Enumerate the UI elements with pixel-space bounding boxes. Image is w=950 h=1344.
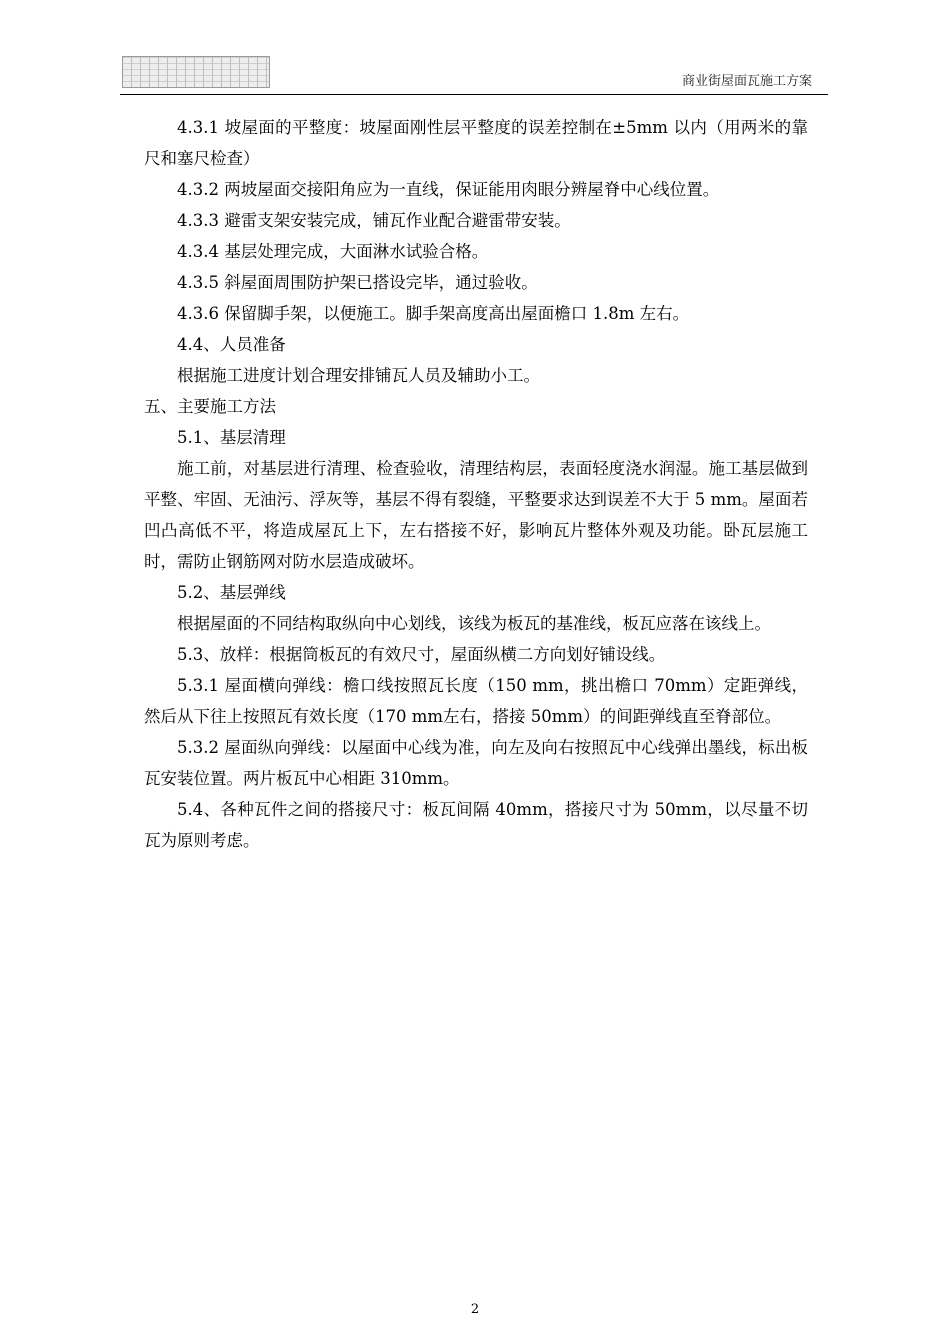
header-divider [120,94,828,95]
paragraph-5-3: 5.3、放样：根据筒板瓦的有效尺寸，屋面纵横二方向划好铺设线。 [177,645,666,664]
heading-5-2: 5.2、基层弹线 [177,583,286,602]
heading-4-4: 4.4、人员准备 [177,335,286,354]
page-number: 2 [470,1302,480,1317]
paragraph-4-3-3: 4.3.3 避雷支架安装完成，铺瓦作业配合避雷带安装。 [177,211,571,230]
paragraph-4-3-2: 4.3.2 两坡屋面交接阳角应为一直线，保证能用肉眼分辨屋脊中心线位置。 [177,180,720,199]
paragraph-base-cleaning: 施工前，对基层进行清理、检查验收，清理结构层，表面轻度浇水润湿。施工基层做到平整、牢固、无油污、浮灰等，基层不得有裂缝，平整要求达到误差不大于 5 mm。屋面若凹凸高低不平，将造成屋瓦上下，左右搭接不好，影响瓦片整体外观及功能。卧瓦层施工时，需防止钢筋网对防水层造成破坏。 [144,459,808,571]
paragraph-4-3-1: 4.3.1 坡屋面的平整度：坡屋面刚性层平整度的误差控制在±5mm 以内（用两米的靠尺和塞尺检查） [144,118,808,168]
heading-5-1: 5.1、基层清理 [177,428,286,447]
paragraph-4-3-5: 4.3.5 斜屋面周围防护架已搭设完毕，通过验收。 [177,273,538,292]
paragraph-5-4: 5.4、各种瓦件之间的搭接尺寸：板瓦间隔 40mm，搭接尺寸为 50mm，以尽量不切瓦为原则考虑。 [144,800,808,850]
header-title: 商业街屋面瓦施工方案 [681,74,812,89]
company-logo [122,56,270,88]
paragraph-staffing: 根据施工进度计划合理安排铺瓦人员及辅助小工。 [177,366,540,385]
paragraph-4-3-6: 4.3.6 保留脚手架，以便施工。脚手架高度高出屋面檐口 1.8m 左右。 [177,304,690,323]
paragraph-5-3-2: 5.3.2 屋面纵向弹线：以屋面中心线为准，向左及向右按照瓦中心线弹出墨线，标出板瓦安装位置。两片板瓦中心相距 310mm。 [144,738,808,788]
paragraph-5-3-1: 5.3.1 屋面横向弹线：檐口线按照瓦长度（150 mm，挑出檐口 70mm）定距弹线，然后从下往上按照瓦有效长度（170 mm左右，搭接 50mm）的间距弹线直至脊部位。 [144,676,808,726]
document-body [144,112,808,856]
paragraph-4-3-4: 4.3.4 基层处理完成，大面淋水试验合格。 [177,242,489,261]
paragraph-base-lines: 根据屋面的不同结构取纵向中心划线，该线为板瓦的基准线，板瓦应落在该线上。 [177,614,771,633]
heading-section-5: 五、主要施工方法 [144,397,276,416]
